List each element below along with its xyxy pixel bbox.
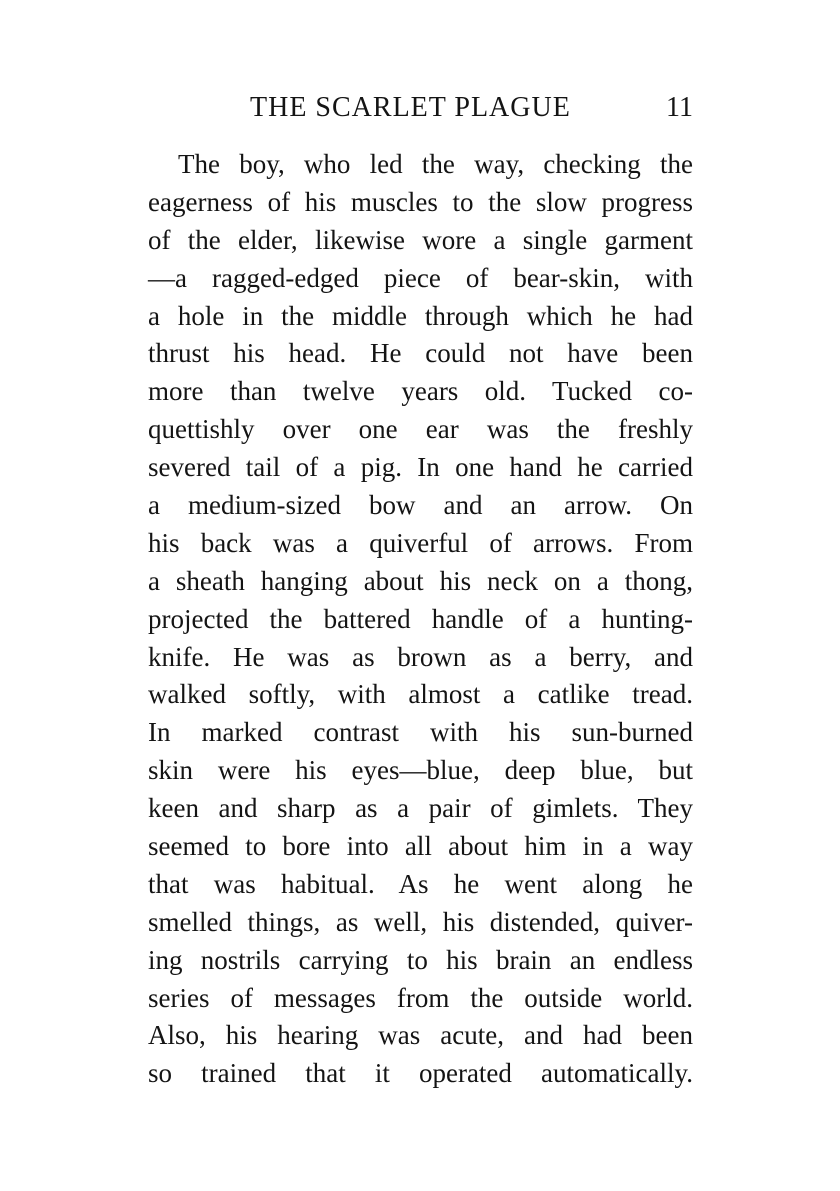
text-line: of the elder, likewise wore a single garment (148, 224, 693, 255)
text-line: skin were his eyes—blue, deep blue, but (148, 755, 693, 786)
running-head (148, 88, 693, 128)
text-line: knife. He was as brown as a berry, and (148, 641, 693, 672)
text-line: —a ragged-edged piece of bear-skin, with (148, 262, 693, 293)
text-line: series of messages from the outside world. (148, 982, 693, 1013)
body-text (148, 146, 693, 1093)
text-line: ing nostrils carrying to his brain an endless (148, 944, 693, 975)
page-number: 11 (666, 92, 693, 123)
text-line: The boy, who led the way, checking the (178, 149, 693, 179)
text-line: so trained that it operated automatically. (148, 1058, 693, 1089)
text-line: smelled things, as well, his distended, quiver- (148, 906, 693, 937)
running-title: THE SCARLET PLAGUE (250, 92, 571, 123)
text-line: thrust his head. He could not have been (148, 338, 693, 369)
text-line: a hole in the middle through which he had (148, 300, 693, 331)
text-line: Also, his hearing was acute, and had been (148, 1020, 693, 1051)
text-line: quettishly over one ear was the freshly (148, 414, 693, 445)
text-line: more than twelve years old. Tucked co- (148, 376, 693, 407)
text-line: projected the battered handle of a hunting- (148, 603, 693, 634)
text-line: his back was a quiverful of arrows. From (148, 527, 693, 558)
text-line: a sheath hanging about his neck on a thong, (148, 565, 693, 596)
text-line: In marked contrast with his sun-burned (148, 717, 693, 748)
text-line: severed tail of a pig. In one hand he carried (148, 452, 693, 483)
text-line: a medium-sized bow and an arrow. On (148, 490, 693, 521)
text-line: seemed to bore into all about him in a way (148, 831, 693, 862)
text-line: keen and sharp as a pair of gimlets. They (148, 793, 693, 824)
text-line: eagerness of his muscles to the slow progress (148, 186, 693, 217)
text-line: that was habitual. As he went along he (148, 868, 693, 899)
text-line: walked softly, with almost a catlike tread. (148, 679, 693, 710)
